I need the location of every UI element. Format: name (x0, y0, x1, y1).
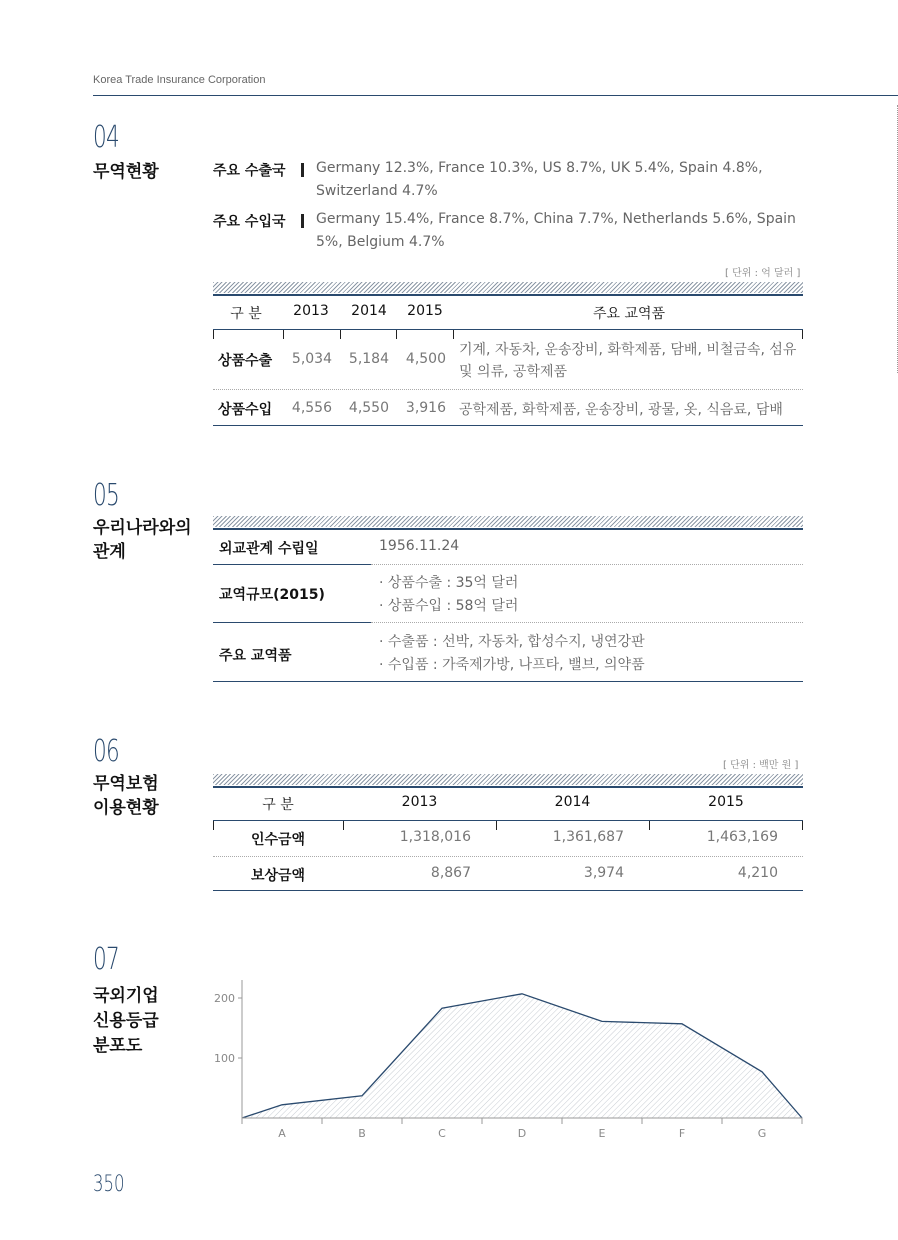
table-hatch-bar (213, 774, 803, 785)
row-divider (213, 389, 803, 390)
section-title-insurance-line1: 무역보험 (93, 774, 159, 794)
cell-value: 4,500 (405, 351, 446, 367)
cell-value: 4,210 (737, 865, 778, 881)
cell-items: 공학제품, 화학제품, 운송장비, 광물, 옷, 식음료, 담배 (459, 402, 783, 418)
row-divider (371, 622, 803, 623)
cell-value: 1,361,687 (552, 829, 624, 845)
import-countries-label: 주요 수입국 (213, 214, 286, 230)
table-hatch-bar (213, 282, 803, 293)
table-header-2015: 2015 (407, 303, 443, 319)
table-top-rule (213, 786, 803, 788)
import-countries-value: Germany 15.4%, France 8.7%, China 7.7%, Netherlands 5.6%, Spain 5%, Belgium 4.7% (316, 211, 796, 250)
table-top-rule (213, 528, 803, 530)
unit-label: [ 단위 : 억 달러 ] (725, 268, 801, 279)
section-number-05: 05 (93, 478, 120, 513)
y-tick-label: 100 (214, 1052, 235, 1065)
section-title-credit-line1: 국외기업 (93, 986, 159, 1006)
x-tick-label: C (438, 1127, 446, 1140)
table-header-2014: 2014 (351, 303, 387, 319)
row-label-imports: 상품수입 (218, 402, 273, 418)
row-divider (371, 564, 803, 565)
relations-key-main-items: 주요 교역품 (219, 648, 292, 664)
column-tick (453, 330, 454, 339)
table-bottom-rule (213, 425, 803, 426)
table-top-rule (213, 294, 803, 296)
x-tick-label: G (757, 1127, 767, 1140)
relations-value-imports: · 상품수입 : 58억 달러 (379, 598, 519, 614)
row-label-exports: 상품수출 (218, 353, 273, 369)
row-divider (213, 564, 371, 565)
relations-value-export-items: · 수출품 : 선박, 자동차, 합성수지, 냉연강판 (379, 634, 645, 650)
relations-value-exports: · 상품수출 : 35억 달러 (379, 575, 519, 591)
column-tick (340, 330, 341, 339)
table-hatch-bar (213, 516, 803, 527)
section-title-credit-line2: 신용등급 (93, 1011, 159, 1031)
cell-value: 4,556 (291, 400, 332, 416)
section-title-credit-line3: 분포도 (93, 1036, 143, 1056)
row-divider (213, 856, 803, 857)
cell-value: 5,034 (291, 351, 332, 367)
page-number: 350 (93, 1172, 125, 1197)
relations-key-trade-volume: 교역규모(2015) (219, 587, 325, 603)
relations-value-import-items: · 수입품 : 가죽제가방, 나프타, 밸브, 의약품 (379, 657, 645, 673)
x-tick-label: E (598, 1127, 606, 1140)
table-header-2013: 2013 (401, 794, 438, 810)
relations-value-established: 1956.11.24 (379, 538, 460, 554)
table-header-2015: 2015 (708, 794, 744, 810)
table-header-rule (213, 820, 803, 821)
x-tick-label: F (678, 1127, 686, 1140)
cell-value: 5,184 (348, 351, 389, 367)
table-header-items: 주요 교역품 (592, 306, 666, 322)
x-tick-label: D (517, 1127, 527, 1140)
table-header-2014: 2014 (554, 794, 591, 810)
section-title-insurance-line2: 이용현황 (93, 798, 159, 818)
column-tick (802, 821, 803, 830)
export-countries-label: 주요 수출국 (213, 163, 286, 179)
header-org: Korea Trade Insurance Corporation (93, 74, 266, 86)
key-separator (301, 214, 304, 228)
section-number-06: 06 (93, 734, 120, 769)
credit-rating-chart (200, 970, 820, 1150)
relations-key-established: 외교관계 수립일 (219, 541, 319, 557)
section-title-relations-line2: 관계 (93, 542, 126, 562)
unit-label: [ 단위 : 백만 원 ] (723, 760, 799, 771)
section-number-04: 04 (93, 120, 120, 155)
export-countries-value: Germany 12.3%, France 10.3%, US 8.7%, UK 5.4%, Spain 4.8%, Switzerland 4.7% (316, 160, 763, 199)
table-bottom-rule (213, 890, 803, 891)
section-number-07: 07 (93, 942, 120, 977)
x-tick-label: A (278, 1127, 286, 1140)
section-title-trade-status: 무역현황 (93, 162, 159, 182)
y-tick-label: 200 (214, 992, 235, 1005)
row-label-underwriting: 인수금액 (250, 832, 306, 848)
row-label-compensation: 보상금액 (250, 868, 306, 884)
section-title-relations-line1: 우리나라와의 (93, 518, 192, 538)
cell-value: 1,318,016 (399, 829, 471, 845)
cell-value: 1,463,169 (706, 829, 778, 845)
x-tick-label: B (358, 1127, 366, 1140)
table-header-category: 구 분 (230, 306, 262, 322)
column-tick (283, 330, 284, 339)
column-tick (213, 330, 214, 339)
cell-value: 8,867 (430, 865, 471, 881)
table-header-category: 구 분 (262, 797, 294, 813)
header-rule (93, 95, 898, 96)
cell-value: 4,550 (348, 400, 389, 416)
cell-value: 3,974 (583, 865, 624, 881)
table-bottom-rule (213, 681, 803, 682)
column-tick (802, 330, 803, 339)
table-header-2013: 2013 (293, 303, 329, 319)
column-tick (396, 330, 397, 339)
table-header-rule (213, 329, 803, 330)
row-divider (213, 622, 371, 623)
cell-items: 기계, 자동차, 운송장비, 화학제품, 담배, 비철금속, 섬유 및 의류, 공학제품 (459, 342, 797, 380)
cell-value: 3,916 (405, 400, 446, 416)
key-separator (301, 163, 304, 177)
